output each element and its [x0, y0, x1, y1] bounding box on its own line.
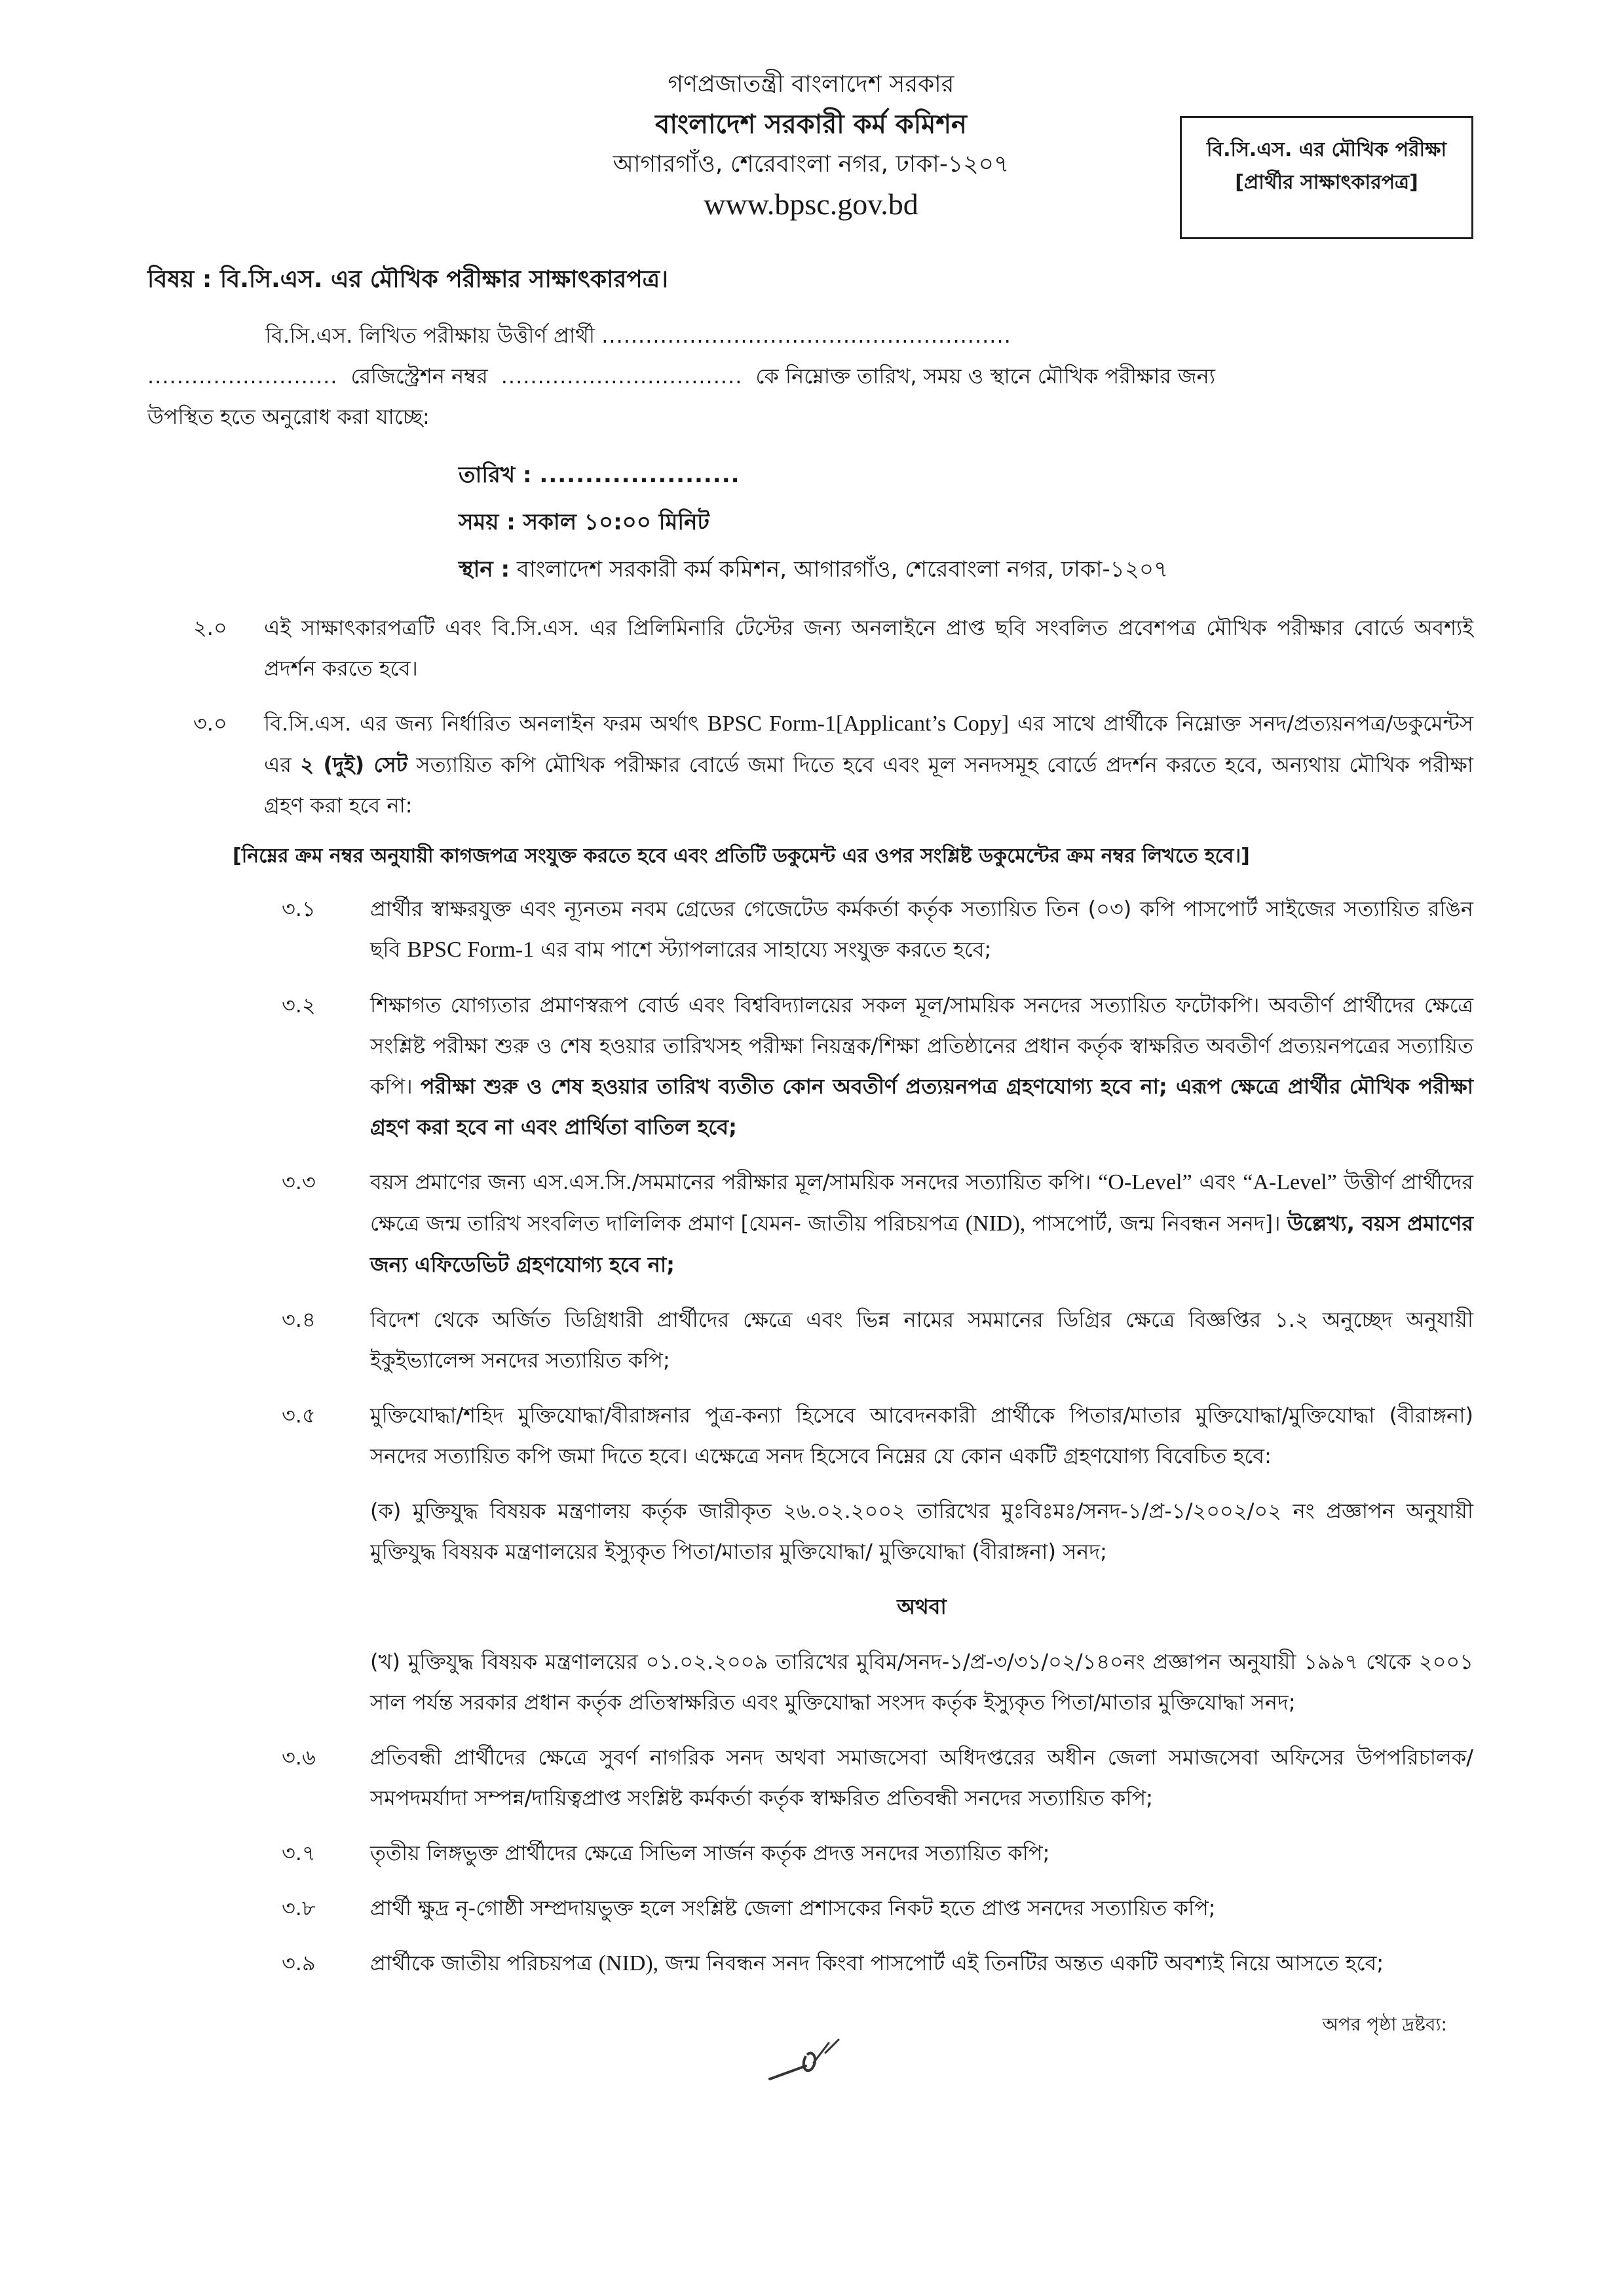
section-3-3-warning: উল্লেখ্য, বয়স প্রমাণের জন্য এফিডেভিট গ্রহণযোগ্য হবে না;: [370, 1211, 1473, 1277]
section-3-1-text: [370, 888, 1473, 970]
candidate-name-blank: ........................................................: [601, 323, 1011, 348]
section-3-8-number: ৩.৮: [282, 1896, 316, 1920]
place-label: স্থান :: [459, 556, 510, 582]
section-3-1: [147, 888, 1473, 970]
place-value: বাংলাদেশ সরকারী কর্ম কমিশন, আগারগাঁও, শেরেবাংলা নগর, ঢাকা-১২০৭: [516, 556, 1169, 582]
section-3-5-option-kha: (খ) মুক্তিযুদ্ধ বিষয়ক মন্ত্রণালয়ের ০১.০২.২০০৯ তারিখের মুবিম/সনদ-১/প্র-৩/৩১/০২/১৪০নং প্রজ্ঞাপন অনুযায়ী ১৯৯৭ থেকে ২০০১ সাল পর্যন্ত সরকার প্রধান কর্তৃক প্রতিস্বাক্ষরিত এবং মুক্তিযোদ্ধা সংসদ কর্তৃক ইস্যুকৃত পিতা/মাতার মুক্তিযোদ্ধা সনদ;: [370, 1649, 1473, 1715]
section-3-3-text-c: উত্তীর্ণ প্রার্থীদের ক্ষেত্রে জন্ম তারিখ সংবলিত দালিলিক প্রমাণ [যেমন- জাতীয় পরিচয়পত্র: [370, 1170, 1474, 1236]
section-3-2-text: [370, 985, 1473, 1147]
section-3-4-number: ৩.৪: [282, 1307, 316, 1332]
section-3-9-nid: (NID),: [598, 1951, 659, 1975]
schedule: [459, 451, 1473, 593]
letterhead: [442, 66, 1180, 225]
section-3-2-number: ৩.২: [282, 993, 316, 1018]
registration-number-blank: .................................: [500, 364, 743, 389]
schedule-date: [459, 451, 1473, 499]
date-blank: ......................: [539, 462, 740, 488]
commission-address: আগারগাঁও, শেরেবাংলা নগর, ঢাকা-১২০৭: [613, 151, 1010, 178]
section-3-3-text-a: বয়স প্রমাণের জন্য এস.এস.সি./সমমানের পরীক্ষার মূল/সাময়িক সনদের সত্যায়িত কপি।: [370, 1170, 1091, 1194]
see-overleaf-note: অপর পৃষ্ঠা দ্রষ্টব্য:: [1322, 2013, 1447, 2035]
section-3-5-number: ৩.৫: [282, 1403, 316, 1428]
section-3-4-text: বিদেশ থেকে অর্জিত ডিগ্রিধারী প্রার্থীদের ক্ষেত্রে এবং ভিন্ন নামের সমমানের ডিগ্রির ক্ষেত্রে বিজ্ঞপ্তির ১.২ অনুচ্ছেদ অনুযায়ী ইকুইভ্যালেন্স সনদের সত্যায়িত কপি;: [370, 1307, 1473, 1373]
section-3-5-option-ka: (ক) মুক্তিযুদ্ধ বিষয়ক মন্ত্রণালয় কর্তৃক জারীকৃত ২৬.০২.২০০২ তারিখের মুঃবিঃমঃ/সনদ-১/প্র-১/২০০২/০২ নং প্রজ্ঞাপন অনুযায়ী মুক্তিযুদ্ধ বিষয়ক মন্ত্রণালয়ের ইস্যুকৃত পিতা/মাতার মুক্তিযোদ্ধা/ মুক্তিযোদ্ধা (বীরাঙ্গনা) সনদ;: [370, 1498, 1473, 1564]
section-3-9-text-b: জন্ম নিবন্ধন সনদ কিংবা পাসপোর্ট এই তিনটির অন্তত একটি অবশ্যই নিয়ে আসতে হবে;: [665, 1951, 1384, 1975]
section-3-3-a-level: “A-Level”: [1243, 1170, 1337, 1194]
section-3-5: [147, 1395, 1473, 1476]
section-3-6-number: ৩.৬: [282, 1745, 316, 1770]
section-3-6: [147, 1737, 1473, 1818]
intro-part3: কে নিম্নোক্ত তারিখ, সময় ও স্থানে মৌখিক পরীক্ষার জন্য: [755, 364, 1216, 389]
attachment-instruction: [নিম্নের ক্রম নম্বর অনুযায়ী কাগজপত্র সংযুক্ত করতে হবে এবং প্রতিটি ডকুমেন্ট এর ওপর সংশ্লিষ্ট ডকুমেন্টের ক্রম নম্বর লিখতে হবে।]: [233, 845, 1250, 868]
section-3-9-text-a: প্রার্থীকে জাতীয় পরিচয়পত্র: [370, 1951, 592, 1975]
section-3-5-text: মুক্তিযোদ্ধা/শহিদ মুক্তিযোদ্ধা/বীরাঙ্গনার পুত্র-কন্যা হিসেবে আবেদনকারী প্রার্থীকে পিতার/মাতার মুক্তিযোদ্ধা/মুক্তিযোদ্ধা (বীরাঙ্গনা) সনদের সত্যায়িত কপি জমা দিতে হবে। এক্ষেত্রে সনদ হিসেবে নিম্নের যে কোন একটি গ্রহণযোগ্য বিবেচিত হবে:: [370, 1403, 1473, 1468]
section-3-form-name: BPSC Form-1[Applicant’s Copy]: [707, 712, 1010, 736]
section-3-9: [147, 1943, 1473, 1984]
section-3: [147, 703, 1473, 826]
section-3-3: [147, 1162, 1473, 1285]
document-title-box: [1180, 116, 1473, 239]
document-footer: [147, 2004, 1473, 2115]
section-2-number: ২.০: [193, 615, 227, 640]
section-3-sets-count: ২ (দুই) সেট: [300, 752, 408, 777]
section-3-text-b: এর সাথে প্রার্থীকে নিম্নোক্ত সনদ/প্রত্যয়নপত্র/ডকুমেন্টস এর: [264, 711, 1474, 777]
section-3-1-number: ৩.১: [282, 896, 316, 921]
document-header: [147, 66, 1473, 239]
government-name: গণপ্রজাতন্ত্রী বাংলাদেশ সরকার: [668, 71, 954, 98]
subject-line: বিষয় : বি.সি.এস. এর মৌখিক পরীক্ষার সাক্ষাৎকারপত্র।: [147, 266, 669, 293]
title-box-line1: বি.সি.এস. এর মৌখিক পরীক্ষা: [1206, 138, 1447, 161]
section-3-8-text: প্রার্থী ক্ষুদ্র নৃ-গোষ্ঠী সম্প্রদায়ভুক্ত হলে সংশ্লিষ্ট জেলা প্রশাসকের নিকট হতে প্রাপ্ত সনদের সত্যায়িত কপি;: [370, 1896, 1216, 1920]
section-3-7-number: ৩.৭: [282, 1841, 316, 1865]
section-3-9-number: ৩.৯: [282, 1951, 316, 1975]
title-box-line2: [প্রার্থীর সাক্ষাৎকারপত্র]: [1235, 171, 1418, 194]
section-2: [147, 607, 1473, 689]
section-3-2-text-main: শিক্ষাগত যোগ্যতার প্রমাণস্বরূপ বোর্ড এবং বিশ্ববিদ্যালয়ের সকল মূল/সাময়িক সনদের সত্যায়িত ফটোকপি। অবতীর্ণ প্রার্থীদের ক্ষেত্রে সংশ্লিষ্ট পরীক্ষা শুরু ও শেষ হওয়ার তারিখসহ পরীক্ষা নিয়ন্ত্রক/শিক্ষা প্রতিষ্ঠানের প্রধান কর্তৃক স্বাক্ষরিত অবতীর্ণ প্রত্যয়নপত্রের সত্যায়িত কপি।: [370, 993, 1473, 1099]
section-3-8: [147, 1888, 1473, 1928]
section-3-3-text: [370, 1162, 1473, 1285]
section-3-3-nid: (NID),: [965, 1212, 1026, 1236]
section-3-3-number: ৩.৩: [282, 1170, 316, 1194]
commission-website: www.bpsc.gov.bd: [704, 187, 918, 221]
section-3-text-a: বি.সি.এস. এর জন্য নির্ধারিত অনলাইন ফরম অর্থাৎ: [264, 711, 700, 736]
section-3-6-text: প্রতিবন্ধী প্রার্থীদের ক্ষেত্রে সুবর্ণ নাগরিক সনদ অথবা সমাজসেবা অধিদপ্তরের অধীন জেলা সমাজসেবা অফিসের উপপরিচালক/সমপদমর্যাদা সম্পন্ন/দায়িত্বপ্রাপ্ত সংশ্লিষ্ট কর্মকর্তা কর্তৃক স্বাক্ষরিত প্রতিবন্ধী সনদের সত্যায়িত কপি;: [370, 1745, 1473, 1810]
section-3-number: ৩.০: [193, 711, 227, 736]
schedule-place: [459, 546, 1473, 593]
signature-mark: [766, 2030, 852, 2089]
intro-part4: উপস্থিত হতে অনুরোধ করা যাচ্ছে:: [147, 404, 430, 429]
section-3-text: [264, 703, 1473, 826]
section-3-3-text-d: পাসপোর্ট, জন্ম নিবন্ধন সনদ]।: [1032, 1211, 1281, 1236]
date-label: তারিখ :: [459, 462, 532, 488]
candidate-blank-2: ..........................: [147, 364, 338, 389]
section-2-text: এই সাক্ষাৎকারপত্রটি এবং বি.সি.এস. এর প্রিলিমিনারি টেস্টের জন্য অনলাইনে প্রাপ্ত ছবি সংবলিত প্রবেশপত্র মৌখিক পরীক্ষার বোর্ডে অবশ্যই প্রদর্শন করতে হবে।: [264, 615, 1473, 681]
schedule-time: সময় : সকাল ১০:০০ মিনিট: [459, 509, 709, 535]
section-3-2: [147, 985, 1473, 1147]
section-3-5-or: অথবা: [897, 1594, 947, 1619]
section-3-text-c: সত্যায়িত কপি মৌখিক পরীক্ষার বোর্ডে জমা দিতে হবে এবং মূল সনদসমূহ বোর্ডে প্রদর্শন করতে হবে, অন্যথায় মৌখিক পরীক্ষা গ্রহণ করা হবে না:: [264, 752, 1474, 818]
section-3-1-form-name: BPSC Form-1: [407, 938, 535, 962]
section-3-2-warning: পরীক্ষা শুরু ও শেষ হওয়ার তারিখ ব্যতীত কোন অবতীর্ণ প্রত্যয়নপত্র গ্রহণযোগ্য হবে না; এরূপ ক্ষেত্রে প্রার্থীর মৌখিক পরীক্ষা গ্রহণ করা হবে না এবং প্রার্থিতা বাতিল হবে;: [370, 1074, 1473, 1139]
commission-name: বাংলাদেশ সরকারী কর্ম কমিশন: [655, 109, 967, 140]
intro-part2: রেজিস্ট্রেশন নম্বর: [350, 364, 488, 389]
section-3-9-text: [370, 1943, 1473, 1984]
section-3-1-text-b: এর বাম পাশে স্ট্যাপলারের সাহায্যে সংযুক্ত করতে হবে;: [540, 937, 992, 962]
intro-paragraph: [147, 315, 1473, 437]
section-3-3-o-level: “O-Level”: [1098, 1170, 1192, 1194]
section-3-1-text-a: প্রার্থীর স্বাক্ষরযুক্ত এবং ন্যূনতম নবম গ্রেডের গেজেটেড কর্মকর্তা কর্তৃক সত্যায়িত তিন (০৩) কপি পাসপোর্ট সাইজের সত্যায়িত রঙিন ছবি: [370, 896, 1473, 962]
section-3-4: [147, 1299, 1473, 1381]
intro-part1: বি.সি.এস. লিখিত পরীক্ষায় উত্তীর্ণ প্রার্থী: [265, 323, 595, 348]
section-3-3-text-b: এবং: [1199, 1170, 1236, 1194]
section-3-7-text: তৃতীয় লিঙ্গভুক্ত প্রার্থীদের ক্ষেত্রে সিভিল সার্জন কর্তৃক প্রদত্ত সনদের সত্যায়িত কপি;: [370, 1841, 1050, 1865]
section-3-7: [147, 1833, 1473, 1873]
